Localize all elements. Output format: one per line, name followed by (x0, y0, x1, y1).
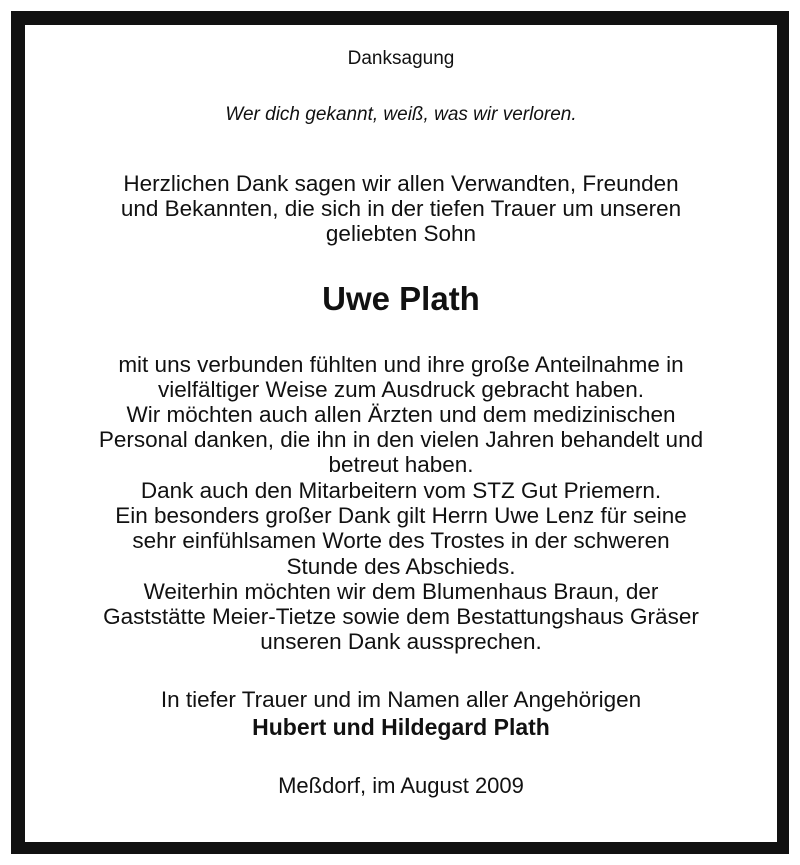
body-line: Wir möchten auch allen Ärzten und dem medizinischen (126, 402, 676, 427)
signers: Hubert und Hildegard Plath (252, 714, 550, 740)
notice-motto: Wer dich gekannt, weiß, was wir verloren. (225, 104, 577, 125)
body-line: mit uns verbunden fühlten und ihre große Anteilnahme in (118, 352, 684, 377)
body-line: betreut haben. (328, 452, 474, 477)
intro-line: und Bekannten, die sich in der tiefen Trauer um unseren (120, 196, 682, 221)
body-line: sehr einfühlsamen Worte des Trostes in der schweren (132, 528, 670, 553)
intro-line: geliebten Sohn (325, 221, 477, 246)
body-line: unseren Dank aussprechen. (260, 629, 542, 654)
closing-line: In tiefer Trauer und im Namen aller Angehörigen (160, 687, 642, 712)
body-line: Weiterhin möchten wir dem Blumenhaus Braun, der (143, 579, 659, 604)
place-date: Meßdorf, im August 2009 (278, 773, 524, 798)
intro-line: Herzlichen Dank sagen wir allen Verwandten, Freunden (123, 171, 679, 196)
body-line: vielfältiger Weise zum Ausdruck gebracht haben. (157, 377, 645, 402)
body-line: Dank auch den Mitarbeitern vom STZ Gut Priemern. (140, 478, 662, 503)
body-line: Stunde des Abschieds. (286, 554, 516, 579)
deceased-name: Uwe Plath (322, 280, 480, 317)
body-line: Personal danken, die ihn in den vielen Jahren behandelt und (98, 427, 704, 452)
body-line: Gaststätte Meier-Tietze sowie dem Bestattungshaus Gräser (103, 604, 699, 629)
notice-heading: Danksagung (347, 48, 455, 69)
body-line: Ein besonders großer Dank gilt Herrn Uwe Lenz für seine (115, 503, 687, 528)
